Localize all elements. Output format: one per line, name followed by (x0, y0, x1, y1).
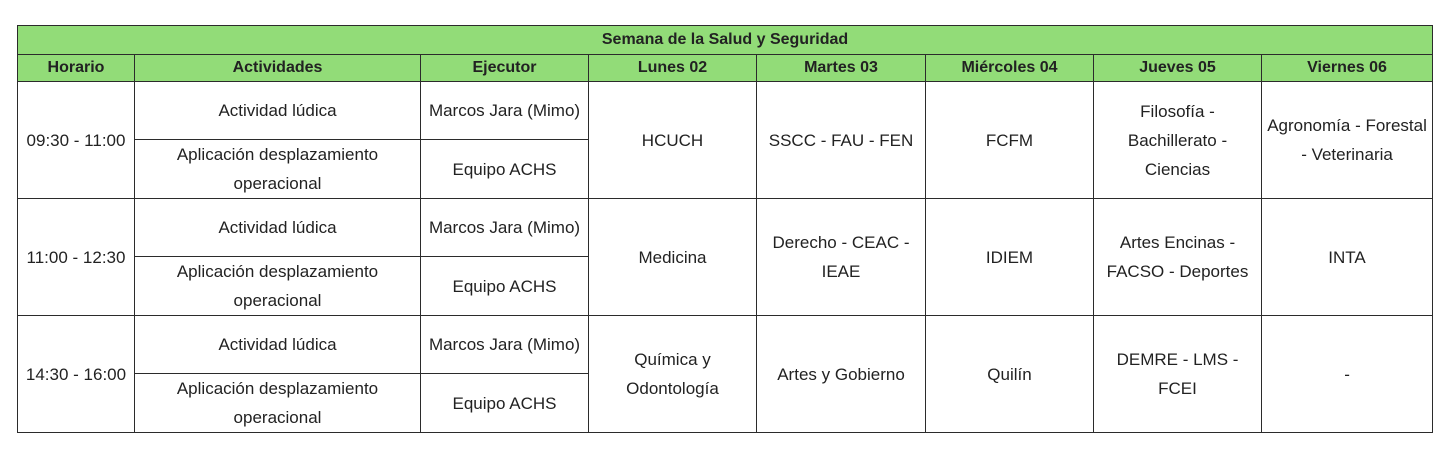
viernes-cell: Agronomía - Forestal - Veterinaria (1262, 82, 1433, 199)
miercoles-cell: Quilín (926, 316, 1094, 433)
activity-name: Aplicación desplazamiento operacional (135, 374, 421, 433)
time-slot: 11:00 - 12:30 (18, 199, 135, 316)
activity-name: Aplicación desplazamiento operacional (135, 257, 421, 316)
title-row (18, 26, 1433, 55)
activity-executor: Equipo ACHS (421, 140, 589, 199)
activity-name: Actividad lúdica (135, 316, 421, 374)
header-actividades: Actividades (135, 55, 421, 82)
jueves-cell: Filosofía - Bachillerato - Ciencias (1094, 82, 1262, 199)
header-horario: Horario (18, 55, 135, 82)
activity-executor: Marcos Jara (Mimo) (421, 199, 589, 257)
header-lunes: Lunes 02 (589, 55, 757, 82)
header-miercoles: Miércoles 04 (926, 55, 1094, 82)
schedule-table (17, 25, 1433, 433)
header-row (18, 55, 1433, 82)
activity-executor: Marcos Jara (Mimo) (421, 82, 589, 140)
viernes-cell: INTA (1262, 199, 1433, 316)
viernes-cell: - (1262, 316, 1433, 433)
jueves-cell: Artes Encinas - FACSO - Deportes (1094, 199, 1262, 316)
table-row (18, 82, 1433, 140)
miercoles-cell: IDIEM (926, 199, 1094, 316)
time-slot: 14:30 - 16:00 (18, 316, 135, 433)
header-martes: Martes 03 (757, 55, 926, 82)
lunes-cell: Química y Odontología (589, 316, 757, 433)
activity-name: Actividad lúdica (135, 199, 421, 257)
table-row (18, 199, 1433, 257)
activity-executor: Equipo ACHS (421, 374, 589, 433)
activity-name: Aplicación desplazamiento operacional (135, 140, 421, 199)
header-jueves: Jueves 05 (1094, 55, 1262, 82)
header-viernes: Viernes 06 (1262, 55, 1433, 82)
jueves-cell: DEMRE - LMS - FCEI (1094, 316, 1262, 433)
table-title: Semana de la Salud y Seguridad (18, 26, 1433, 55)
miercoles-cell: FCFM (926, 82, 1094, 199)
table-row (18, 316, 1433, 374)
activity-executor: Marcos Jara (Mimo) (421, 316, 589, 374)
martes-cell: Derecho - CEAC - IEAE (757, 199, 926, 316)
time-slot: 09:30 - 11:00 (18, 82, 135, 199)
activity-executor: Equipo ACHS (421, 257, 589, 316)
lunes-cell: Medicina (589, 199, 757, 316)
martes-cell: SSCC - FAU - FEN (757, 82, 926, 199)
lunes-cell: HCUCH (589, 82, 757, 199)
header-ejecutor: Ejecutor (421, 55, 589, 82)
activity-name: Actividad lúdica (135, 82, 421, 140)
martes-cell: Artes y Gobierno (757, 316, 926, 433)
